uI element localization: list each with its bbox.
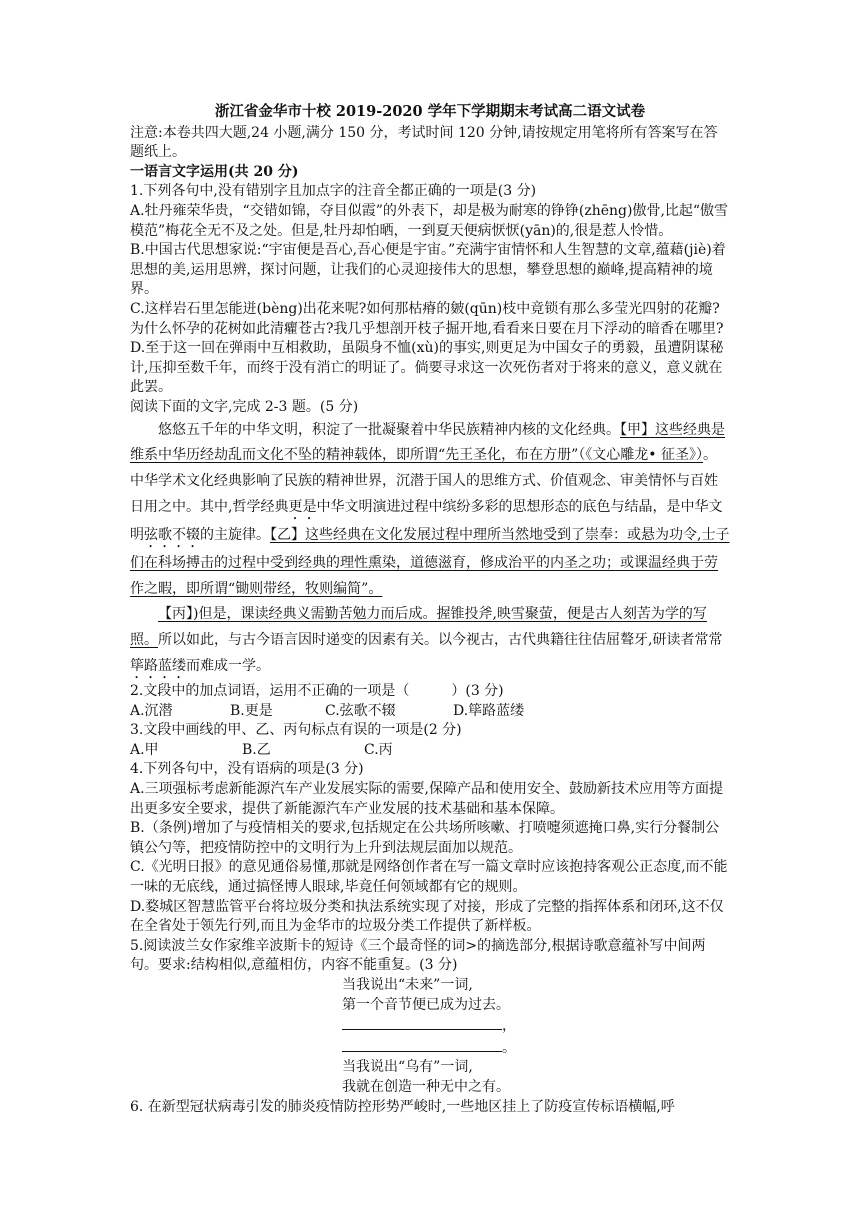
passage-paragraph-1 — [130, 418, 730, 603]
answer-blank[interactable] — [342, 1037, 502, 1052]
q2-options — [130, 702, 730, 722]
section-heading: 一语言文字运用(共 20 分) — [130, 163, 299, 180]
q2-option: C.弦歌不辍 — [325, 702, 396, 719]
q3-stem: 3.文段中画线的甲、乙、丙句标点有误的一项是(2 分) — [130, 722, 462, 739]
dotted-word-gengshi: 更是 — [288, 498, 317, 515]
exam-page — [130, 102, 730, 1117]
q1-stem: 1.下列各句中,没有错别字且加点字的注音全都正确的一项是(3 分) — [130, 183, 537, 200]
dotted-word-bilu: 筚路蓝缕 — [130, 658, 186, 675]
q2-option: A.沉潜 — [130, 702, 173, 719]
passage-text: 悠悠五千年的中华文明，积淀了一批凝聚着中华民族精神内核的文化经典。 — [158, 421, 620, 438]
q3-option: A.甲 — [130, 741, 159, 758]
q1-option-d: D.至于这一回在弹雨中互相救助，虽陨身不恤(xù)的事实,则更足为中国女子的勇毅，虽遭阴谋秘计,压抑至数千年，而终于没有消亡的明证了。倘要寻求这一次死伤者对于将来的意义，意义就在此罢。 — [130, 340, 724, 396]
q4-option-c: C.《光明日报》的意见通俗易懂,那就是网络创作者在写一篇文章时应该抱持客观公正态度,而不能一味的无底线，通过搞怪博人眼球,毕竟任何领域都有它的规则。 — [130, 859, 728, 896]
passage-text: 。中华学术文化经典影响了民族的精神世界，沉潜于国人的思维方式、价值观念、审美情怀与百姓日用之中。其中,哲学经典 — [130, 447, 718, 515]
poem-line: 当我说出“乌有”一词, — [342, 1059, 473, 1076]
reading-passage — [130, 418, 730, 683]
q3-options — [130, 741, 730, 761]
q4-option-b: B.（条例)增加了与疫情相关的要求,包括规定在公共场所咳嗽、打喷嚏须遮掩口鼻,实行分餐制公镇公勺等，把疫情防控中的文明行为上升到法规层面加以规范。 — [130, 820, 720, 856]
q4-stem: 4.下列各句中，没有语病的项是(3 分) — [130, 761, 364, 778]
q6-stem: 6. 在新型冠状病毒引发的肺炎疫情防控形势严峻时,一些地区挂上了防疫宣传标语横幅,呼 — [130, 1098, 675, 1115]
q4-option-a: A.三项强标考虑新能源汽车产业发展实际的需要,保障产品和使用安全、鼓励新技术应用等方面提出更多安全要求，提供了新能源汽车产业发展的技术基础和基本保障。 — [130, 781, 724, 817]
passage-text: 而难成一学。 — [186, 658, 270, 675]
q1-option-b: B.中国古代思想家说:“宇宙便是吾心,吾心便是宇宙。”充满宇宙情怀和人生智慧的文章,蕴藉(jiè)着思想的美,运用思辨，探讨问题，让我们的心灵迎接伟大的思想，攀登思想的巅峰,提高精神的境界。 — [130, 242, 726, 298]
poem-line: 第一个音节便已成为过去。 — [342, 996, 510, 1013]
poem-punct: 。 — [502, 1039, 516, 1056]
poem-blank-line — [342, 1015, 730, 1037]
reading-intro: 阅读下面的文字,完成 2-3 题。(5 分) — [130, 398, 359, 415]
q3-option: B.乙 — [242, 741, 271, 758]
sentence-jia: 【甲】这些经典是维系中华历经劫乱而文化不坠的精神载体，即所谓“先王圣化，布在方册”（《文心雕龙• 征圣》） — [130, 421, 725, 464]
sentence-bing: 【丙】)但是，课读经典义需勤苦勉力而后成。握锥投斧,映雪聚萤，便是古人刻苦为学的写照。 — [130, 606, 707, 649]
passage-text: 所以如此，与古今语言因时递变的因素有关。以今视古，古代典籍往往佶屈聱牙,研读者常常 — [158, 632, 723, 649]
passage-text: 的主旋律。 — [200, 526, 270, 543]
q1-option-a: A.牡丹雍荣华贵，“交错如锦，夺目似霞”的外表下，却是极为耐寒的铮铮(zhēng)傲骨,比起“傲雪模范”梅花全无不及之处。但是,牡丹却怕晒，一到夏天便病恹恹(yān)的,很是惹人怜惜。 — [130, 202, 729, 239]
poem-line: 当我说出“未来”一词, — [342, 976, 473, 993]
q5-stem: 5.阅读波兰女作家维辛波斯卡的短诗《三个最奇怪的词>的摘选部分,根据诗歌意蕴补写中间两句。要求:结构相似,意蕴相仿，内容不能重复。(3 分) — [130, 937, 706, 974]
q2-stem: 2.文段中的加点词语，运用不正确的一项是（ ）(3 分) — [130, 683, 504, 700]
q1-option-c: C.这样岩石里怎能迸(bèng)出花来呢?如何那枯瘠的皴(qūn)枝中竟锁有那么多莹光四射的花瓣?为什么怀孕的花树如此清癯苍古?我几乎想剖开枝子掘开地,看看来日要在月下浮动的暗香在哪里? — [130, 300, 724, 337]
passage-text: 中华文明演进过程中缤纷多彩的思想形态的底色与结晶，是中华文明 — [130, 498, 723, 543]
passage-paragraph-2 — [130, 602, 730, 682]
exam-notice: 注意:本卷共四大题,24 小题,满分 150 分，考试时间 120 分钟,请按规定用笔将所有答案写在答题纸上。 — [130, 124, 718, 161]
q2-option: B.更是 — [230, 702, 273, 719]
sentence-yi: 【乙】这些经典在文化发展过程中理所当然地受到了崇奉：或悬为功令,士子们在科场搏击的过程中受到经典的理性熏染，道德滋育，修成治平的内圣之功；或课温经典于劳作之暇，即所谓“锄则带经，牧则编简”。 — [130, 526, 730, 597]
answer-blank[interactable] — [342, 1015, 502, 1030]
poem-line: 我就在创造一种无中之有。 — [342, 1078, 510, 1095]
q2-option: D.筚路蓝缕 — [453, 702, 525, 719]
q3-option: C.丙 — [364, 741, 393, 758]
poem-blank-line — [342, 1037, 730, 1059]
dotted-word-xiange: 弦歌不辍 — [144, 526, 200, 543]
poem — [130, 976, 730, 1098]
page-title: 浙江省金华市十校 2019-2020 学年下学期期末考试高二语文试卷 — [214, 103, 646, 120]
q4-option-d: D.婺城区智慧监管平台将垃圾分类和执法系统实现了对接，形成了完整的指挥体系和闭环,这不仅在全省处于领先行列,而且为金华市的垃圾分类工作提供了新样板。 — [130, 898, 724, 935]
poem-punct: ， — [502, 1018, 516, 1035]
